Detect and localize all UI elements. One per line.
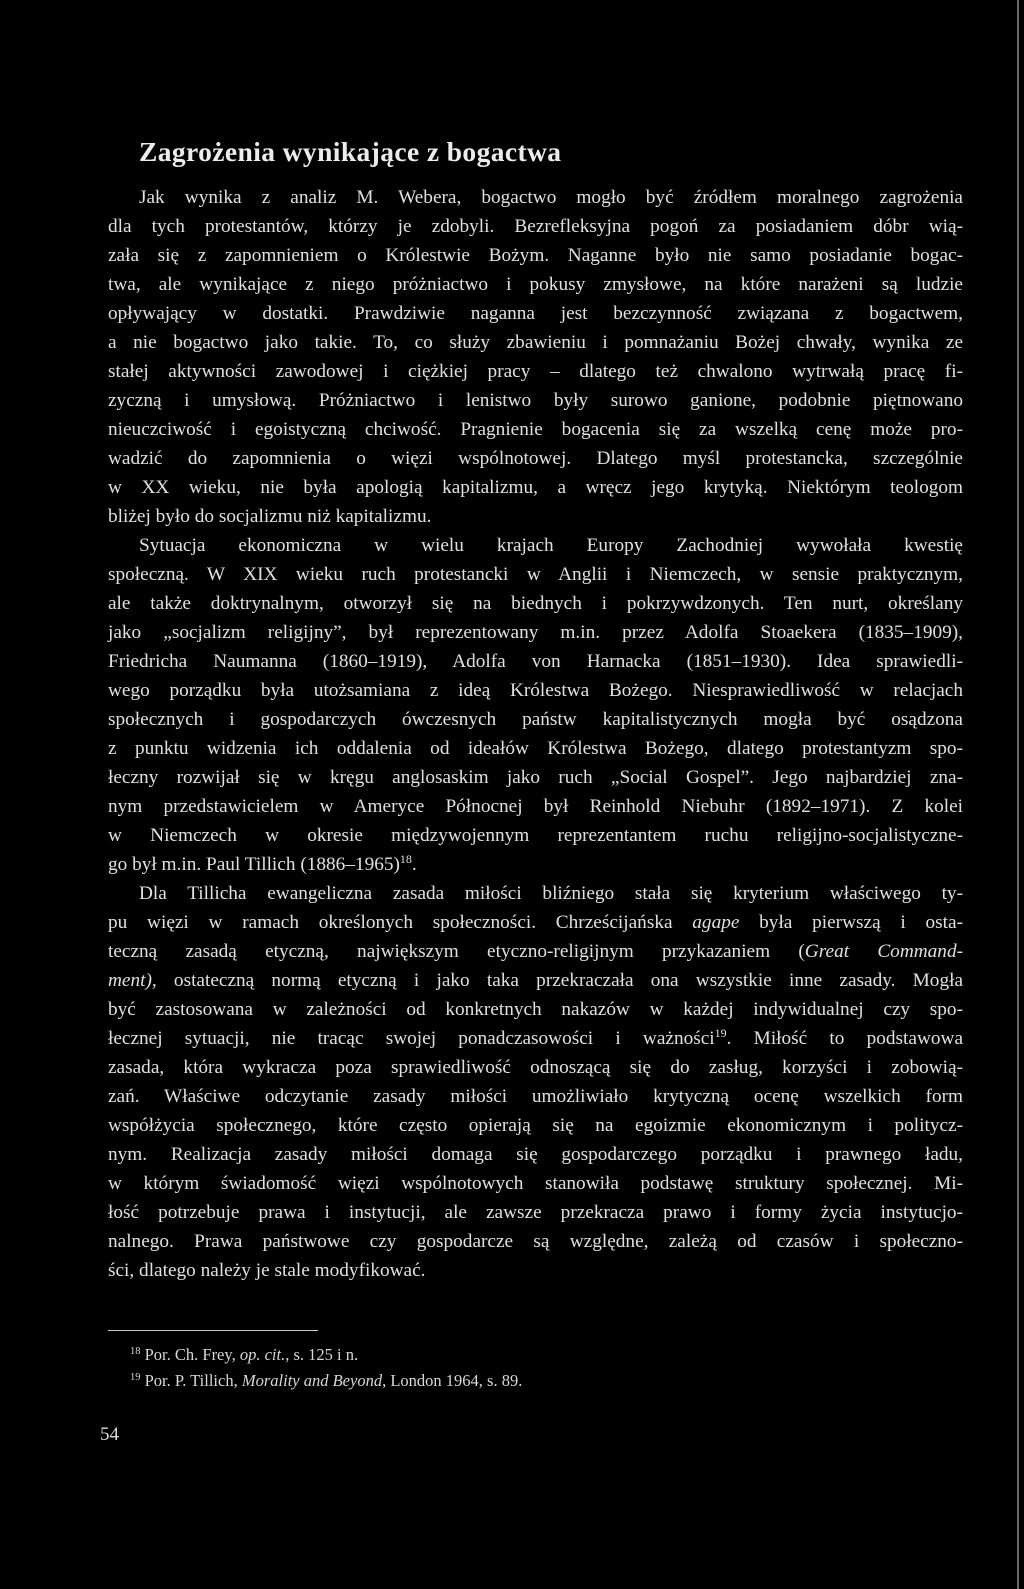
text-line: bliżej było do socjalizmu niż kapitalizmu.	[108, 506, 432, 527]
text-line: nieuczciwość i egoistyczną chciwość. Pragnienie bogacenia się za wszelką cenę może pro-	[108, 419, 963, 440]
footnote-ref: 19	[714, 1026, 727, 1040]
italic-term: agape	[692, 912, 740, 933]
text-line: wadzić do zapomnienia o więzi wspólnotowej. Dlatego myśl protestancka, szczególnie	[108, 448, 963, 469]
text-line: w Niemczech w okresie międzywojennym reprezentantem ruchu religijno-socjalistyczne-	[108, 825, 963, 846]
text-line: Friedricha Naumanna (1860–1919), Adolfa von Harnacka (1851–1930). Idea sprawiedli-	[108, 651, 963, 672]
text-line: wego porządku była utożsamiana z ideą Królestwa Bożego. Niesprawiedliwość w relacjach	[108, 680, 963, 701]
text-line: nym. Realizacja zasady miłości domaga się gospodarczego porządku i prawnego ładu,	[108, 1144, 963, 1165]
text-line: łość potrzebuje prawa i instytucji, ale zawsze przekracza prawo i formy życia instytucjo-	[108, 1202, 963, 1223]
italic-term: ment)	[108, 970, 152, 991]
text-line: a nie bogactwo jako takie. To, co służy zbawieniu i pomnażaniu Bożej chwały, wynika ze	[108, 332, 963, 353]
footnote-divider	[108, 1330, 318, 1331]
footnote-italic: Morality and Beyond	[241, 1371, 383, 1390]
section-heading: Zagrożenia wynikające z bogactwa	[139, 136, 562, 167]
text-line: być zastosowana w zależności od konkretnych nakazów w każdej indywidualnej czy spo-	[108, 999, 963, 1020]
text-line: zyczną i umysłową. Próżniactwo i lenistwo były surowo ganione, podobnie piętnowano	[108, 390, 963, 411]
text-line: Jak wynika z analiz M. Webera, bogactwo mogło być źródłem moralnego zagrożenia	[139, 187, 963, 208]
text-line	[108, 1024, 963, 1053]
text-line: w XX wieku, nie była apologią kapitalizmu, a wręcz jego krytyką. Niektórym teologom	[108, 477, 963, 498]
text-line: stałej aktywności zawodowej i ciężkiej pracy – dlatego też chwalono wytrwałą pracę fi-	[108, 361, 963, 382]
scan-edge-line	[1017, 0, 1019, 1589]
text-line: z punktu widzenia ich oddalenia od ideałów Królestwa Bożego, dlatego protestantyzm spo-	[108, 738, 963, 759]
body-text	[108, 183, 963, 1285]
text-run: teczną zasadą etyczną, największym etyczno-religijnym przykazaniem (	[108, 941, 805, 962]
footnote-text: , London 1964, s. 89.	[382, 1371, 523, 1390]
text-line: zań. Właściwe odczytanie zasady miłości umożliwiało krytyczną ocenę wszelkich form	[108, 1086, 963, 1107]
text-line: go był m.in. Paul Tillich (1886–1965)$^{18}$.	[108, 852, 417, 875]
footnote-text: Por. P. Tillich,	[144, 1371, 242, 1390]
text-line: nym przedstawicielem w Ameryce Północnej był Reinhold Niebuhr (1892–1971). Z kolei	[108, 796, 963, 817]
text-line: dla tych protestantów, którzy je zdobyli. Bezrefleksyjna pogoń za posiadaniem dóbr wią-	[108, 216, 963, 237]
italic-term: Great Command-	[804, 941, 964, 962]
text-run: . Miłość to podstawowa	[726, 1028, 963, 1049]
text-line: ale także doktrynalnym, otworzył się na biednych i pokrzywdzonych. Ten nurt, określany	[108, 593, 963, 614]
footnote-ref: 18	[399, 852, 412, 866]
text-line: zała się z zapomnieniem o Królestwie Bożym. Naganne było nie samo posiadanie bogac-	[108, 245, 963, 266]
footnote-text: , s. 125 i n.	[285, 1345, 359, 1364]
text-line: zasada, która wykracza poza sprawiedliwość odnoszącą się do zasług, korzyści i zobowią-	[108, 1057, 963, 1078]
text-line: społecznych i gospodarczych ówczesnych państw kapitalistycznych mogła być osądzona	[108, 709, 963, 730]
footnote-italic: op. cit.	[239, 1345, 286, 1364]
footnote-18	[130, 1345, 358, 1365]
text-line: łeczny rozwijał się w kręgu anglosaskim jako ruch „Social Gospel”. Jego najbardziej zna-	[108, 767, 963, 788]
text-line	[108, 908, 963, 937]
text-line	[108, 937, 963, 966]
text-line: społeczną. W XIX wieku ruch protestancki w Anglii i Niemczech, w sensie praktycznym,	[108, 564, 963, 585]
text-line: ści, dlatego należy je stale modyfikować.	[108, 1260, 426, 1281]
text-line: w którym świadomość więzi wspólnotowych stanowiła podstawę struktury społecznej. Mi-	[108, 1173, 963, 1194]
text-line: nalnego. Prawa państwowe czy gospodarcze są względne, zależą od czasów i społeczno-	[108, 1231, 963, 1252]
text-line: jako „socjalizm religijny”, był reprezentowany m.in. przez Adolfa Stoaekera (1835–1909),	[108, 622, 963, 643]
text-run: pu więzi w ramach określonych społeczności. Chrześcijańska	[108, 912, 693, 933]
text-line: współżycia społecznego, które często opierają się na egoizmie ekonomicznym i politycz-	[108, 1115, 963, 1136]
text-line: opływający w dostatki. Prawdziwie naganna jest bezczynność związana z bogactwem,	[108, 303, 963, 324]
text-line: Dla Tillicha ewangeliczna zasada miłości bliźniego stała się kryterium właściwego ty-	[139, 883, 963, 904]
footnote-number: 18	[130, 1346, 141, 1357]
footnote-19	[130, 1371, 522, 1391]
footnote-text: Por. Ch. Frey,	[144, 1345, 240, 1364]
text-run: była pierwszą i osta-	[739, 912, 963, 933]
text-run: , ostateczną normą etyczną i jako taka przekraczała ona wszystkie inne zasady. Mogła	[151, 970, 963, 991]
text-line: Sytuacja ekonomiczna w wielu krajach Europy Zachodniej wywołała kwestię	[139, 535, 963, 556]
text-line: twa, ale wynikające z niego próżniactwo i pokusy zmysłowe, na które narażeni są ludzie	[108, 274, 963, 295]
page-number: 54	[100, 1424, 119, 1445]
text-run: go był m.in. Paul Tillich (1886–1965)	[108, 854, 400, 875]
text-line	[108, 966, 963, 995]
text-run: łecznej sytuacji, nie tracąc swojej ponadczasowości i ważności	[108, 1028, 715, 1049]
footnote-number: 19	[130, 1372, 141, 1383]
